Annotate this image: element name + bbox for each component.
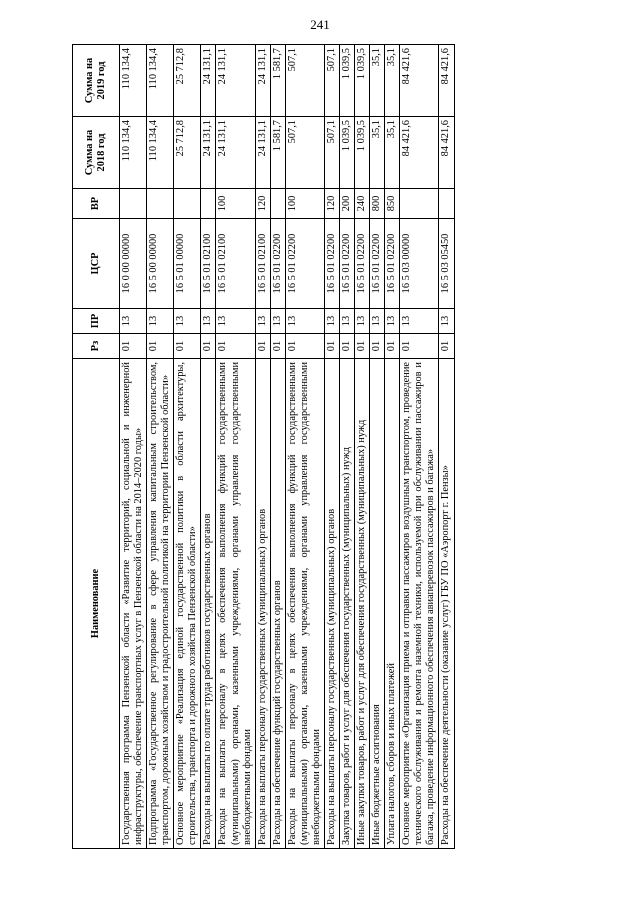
header-rz: Рз <box>73 334 120 359</box>
budget-table <box>72 44 455 849</box>
cell-pr: 13 <box>385 309 400 334</box>
cell-csr: 16 5 01 02200 <box>385 219 400 309</box>
cell-sum2019: 1 581,7 <box>270 45 285 117</box>
cell-sum2018: 24 131,1 <box>216 117 255 189</box>
cell-csr: 16 5 00 00000 <box>147 219 174 309</box>
header-sum-2019: Сумма на 2019 год <box>73 45 120 117</box>
cell-vr <box>400 189 439 219</box>
cell-pr: 13 <box>355 309 370 334</box>
cell-vr: 120 <box>255 189 270 219</box>
cell-csr: 16 5 01 02200 <box>355 219 370 309</box>
cell-sum2019: 84 421,6 <box>400 45 439 117</box>
cell-rz: 01 <box>340 334 355 359</box>
cell-sum2018: 1 581,7 <box>270 117 285 189</box>
cell-name: Уплата налогов, сборов и иных платежей <box>385 359 400 849</box>
cell-rz: 01 <box>147 334 174 359</box>
cell-name: Расходы на выплаты по оплате труда работников государственных органов <box>201 359 216 849</box>
cell-vr <box>201 189 216 219</box>
cell-pr: 13 <box>201 309 216 334</box>
cell-pr: 13 <box>324 309 339 334</box>
cell-csr: 16 5 01 02100 <box>216 219 255 309</box>
cell-rz: 01 <box>370 334 385 359</box>
cell-csr: 16 5 01 02200 <box>324 219 339 309</box>
table-body <box>120 45 455 849</box>
cell-sum2019: 84 421,6 <box>439 45 454 117</box>
cell-csr: 16 5 01 02200 <box>270 219 285 309</box>
header-sum-2018: Сумма на 2018 год <box>73 117 120 189</box>
cell-vr: 850 <box>385 189 400 219</box>
table-row <box>270 45 285 849</box>
cell-pr: 13 <box>270 309 285 334</box>
cell-sum2018: 25 712,8 <box>174 117 201 189</box>
cell-csr: 16 5 03 00000 <box>400 219 439 309</box>
table-row <box>147 45 174 849</box>
cell-vr: 240 <box>355 189 370 219</box>
cell-sum2019: 1 039,5 <box>355 45 370 117</box>
cell-pr: 13 <box>174 309 201 334</box>
page-number: 241 <box>310 17 330 32</box>
cell-pr: 13 <box>439 309 454 334</box>
cell-name: Иные бюджетные ассигнования <box>370 359 385 849</box>
cell-csr: 16 5 01 02100 <box>255 219 270 309</box>
cell-csr: 16 5 01 00000 <box>174 219 201 309</box>
table-row <box>340 45 355 849</box>
cell-sum2019: 1 039,5 <box>340 45 355 117</box>
header-pr: ПР <box>73 309 120 334</box>
cell-name: Закупка товаров, работ и услуг для обеспечения государственных (муниципальных) нужд <box>340 359 355 849</box>
cell-name: Государственная программа Пензенской области «Развитие территорий, социальной и инженерной инфраструктуры, обеспечение транспортных услуг в Пензенской области на 2014–2020 годы» <box>120 359 147 849</box>
cell-sum2019: 507,1 <box>285 45 324 117</box>
cell-name: Подпрограмма «Государственное регулирование в сфере управления капитальным строительством, транспортом, дорожным хозяйством и градостроительной политикой на территории Пензенской области» <box>147 359 174 849</box>
table-row <box>370 45 385 849</box>
table-row <box>120 45 147 849</box>
cell-sum2018: 24 131,1 <box>255 117 270 189</box>
cell-sum2019: 110 134,4 <box>147 45 174 117</box>
header-name: Наименование <box>73 359 120 849</box>
cell-sum2018: 35,1 <box>385 117 400 189</box>
cell-csr: 16 0 00 00000 <box>120 219 147 309</box>
table-row <box>201 45 216 849</box>
cell-rz: 01 <box>270 334 285 359</box>
cell-vr <box>270 189 285 219</box>
header-vr: ВР <box>73 189 120 219</box>
cell-sum2018: 110 134,4 <box>147 117 174 189</box>
cell-rz: 01 <box>120 334 147 359</box>
cell-pr: 13 <box>255 309 270 334</box>
cell-sum2019: 110 134,4 <box>120 45 147 117</box>
cell-csr: 16 5 03 05450 <box>439 219 454 309</box>
cell-sum2019: 25 712,8 <box>174 45 201 117</box>
table-row <box>324 45 339 849</box>
cell-sum2018: 110 134,4 <box>120 117 147 189</box>
cell-sum2018: 24 131,1 <box>201 117 216 189</box>
cell-rz: 01 <box>285 334 324 359</box>
table-row <box>439 45 454 849</box>
cell-vr: 100 <box>216 189 255 219</box>
table-row <box>400 45 439 849</box>
cell-sum2018: 1 039,5 <box>355 117 370 189</box>
cell-vr: 800 <box>370 189 385 219</box>
cell-name: Расходы на обеспечение функций государственных органов <box>270 359 285 849</box>
cell-csr: 16 5 01 02200 <box>285 219 324 309</box>
cell-rz: 01 <box>324 334 339 359</box>
cell-rz: 01 <box>385 334 400 359</box>
cell-sum2019: 35,1 <box>370 45 385 117</box>
cell-sum2018: 84 421,6 <box>439 117 454 189</box>
table-row <box>285 45 324 849</box>
cell-sum2018: 35,1 <box>370 117 385 189</box>
table-row <box>255 45 270 849</box>
header-row <box>73 45 120 849</box>
table-row <box>174 45 201 849</box>
cell-name: Основное мероприятие «Реализация единой государственной политики в области архитектуры, строительства, транспорта и дорожного хозяйства Пензенской области» <box>174 359 201 849</box>
cell-pr: 13 <box>370 309 385 334</box>
cell-name: Расходы на обеспечение деятельности (оказание услуг) ГБУ ПО «Аэропорт г. Пензы» <box>439 359 454 849</box>
cell-vr <box>147 189 174 219</box>
cell-rz: 01 <box>201 334 216 359</box>
cell-vr: 100 <box>285 189 324 219</box>
cell-sum2019: 35,1 <box>385 45 400 117</box>
cell-rz: 01 <box>439 334 454 359</box>
cell-sum2019: 24 131,1 <box>216 45 255 117</box>
cell-name: Расходы на выплаты персоналу в целях обеспечения выполнения функций государственными (муниципальными) органами, казенными учреждениями, органами управления государственными внебюджетными фондами <box>285 359 324 849</box>
table-row <box>216 45 255 849</box>
cell-sum2018: 84 421,6 <box>400 117 439 189</box>
table-row <box>385 45 400 849</box>
cell-pr: 13 <box>285 309 324 334</box>
cell-vr <box>439 189 454 219</box>
cell-rz: 01 <box>400 334 439 359</box>
cell-name: Основное мероприятие «Организация приема и отправки пассажиров воздушным транспортом, проведение технического обслуживания и ремонта наземной техники, используемой при обслуживании пассажиров и багажа, проведение информационного обеспечения авиаперевозок пассажиров и багажа» <box>400 359 439 849</box>
cell-rz: 01 <box>355 334 370 359</box>
cell-rz: 01 <box>216 334 255 359</box>
cell-sum2019: 24 131,1 <box>201 45 216 117</box>
budget-table-rotated <box>72 45 566 849</box>
cell-sum2019: 24 131,1 <box>255 45 270 117</box>
cell-pr: 13 <box>147 309 174 334</box>
cell-pr: 13 <box>120 309 147 334</box>
cell-name: Расходы на выплаты персоналу государственных (муниципальных) органов <box>324 359 339 849</box>
header-csr: ЦСР <box>73 219 120 309</box>
cell-sum2018: 1 039,5 <box>340 117 355 189</box>
cell-pr: 13 <box>340 309 355 334</box>
cell-name: Иные закупки товаров, работ и услуг для обеспечения государственных (муниципальных) нужд <box>355 359 370 849</box>
cell-vr <box>120 189 147 219</box>
cell-rz: 01 <box>174 334 201 359</box>
cell-name: Расходы на выплаты персоналу государственных (муниципальных) органов <box>255 359 270 849</box>
cell-vr <box>174 189 201 219</box>
cell-vr: 120 <box>324 189 339 219</box>
cell-csr: 16 5 01 02200 <box>340 219 355 309</box>
cell-vr: 200 <box>340 189 355 219</box>
cell-pr: 13 <box>216 309 255 334</box>
cell-pr: 13 <box>400 309 439 334</box>
cell-name: Расходы на выплаты персоналу в целях обеспечения выполнения функций государственными (муниципальными) органами, казенными учреждениями, органами управления государственными внебюджетными фондами <box>216 359 255 849</box>
cell-sum2018: 507,1 <box>324 117 339 189</box>
cell-csr: 16 5 01 02100 <box>201 219 216 309</box>
cell-rz: 01 <box>255 334 270 359</box>
table-row <box>355 45 370 849</box>
cell-csr: 16 5 01 02200 <box>370 219 385 309</box>
cell-sum2018: 507,1 <box>285 117 324 189</box>
cell-sum2019: 507,1 <box>324 45 339 117</box>
